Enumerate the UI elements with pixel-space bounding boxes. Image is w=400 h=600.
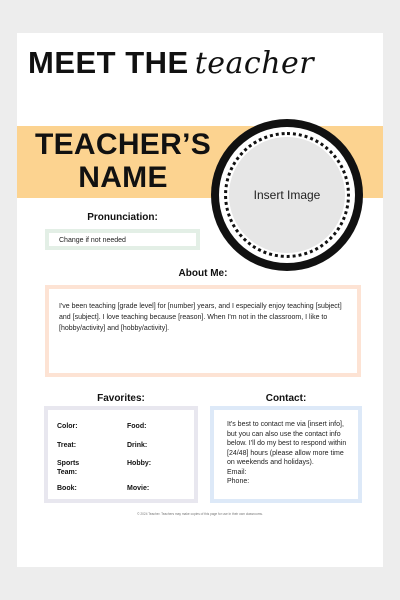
contact-email-label: Email: [227, 468, 247, 476]
photo-placeholder-text: Insert Image [253, 188, 321, 202]
favorites-field[interactable] [44, 406, 198, 503]
favorite-hobby: Hobby: [127, 460, 152, 467]
title-script: teacher [194, 46, 315, 81]
favorite-sports-team: Sports Team: [57, 460, 80, 476]
teacher-name [28, 128, 218, 194]
contact-text: It's best to contact me via [insert info], but you can also use the contact info below. I'll do my best to respond within [24/48] hours (please allow more time on weekends and holidays). [227, 421, 347, 466]
about-text: I've been teaching [grade level] for [number] years, and I especially enjoy teaching [subject] and [subject]. I love teaching because [reason]. When I'm not in the classroom, I like to [hobby/activity] and [hobby/activity]. [59, 303, 342, 332]
photo-frame [211, 119, 363, 271]
favorite-food: Food: [127, 423, 147, 430]
favorites-label: Favorites: [97, 393, 145, 404]
title-main: MEET THE [28, 45, 189, 80]
favorite-book: Book: [57, 485, 77, 492]
favorite-movie: Movie: [127, 485, 150, 492]
about-label: About Me: [178, 268, 228, 279]
about-field[interactable] [45, 285, 361, 377]
favorite-treat: Treat: [57, 442, 77, 449]
contact-phone-label: Phone: [227, 478, 250, 485]
pronunciation-field[interactable] [45, 229, 200, 250]
pronunciation-label: Pronunciation: [87, 212, 158, 223]
favorites-grid [57, 422, 188, 493]
pronunciation-value: Change if not needed [59, 237, 126, 244]
contact-field[interactable] [210, 406, 362, 503]
footer-note: © 2024 Teacher. Teachers may make copies of this page for use in their own classrooms. [137, 512, 263, 516]
page-title [28, 47, 314, 79]
teacher-name-line2: NAME [78, 161, 168, 194]
favorite-color: Color: [57, 423, 78, 430]
favorite-drink: Drink: [127, 442, 148, 449]
photo-placeholder[interactable] [229, 137, 345, 253]
contact-label: Contact: [265, 393, 307, 404]
teacher-name-line1: TEACHER’S [34, 128, 212, 161]
